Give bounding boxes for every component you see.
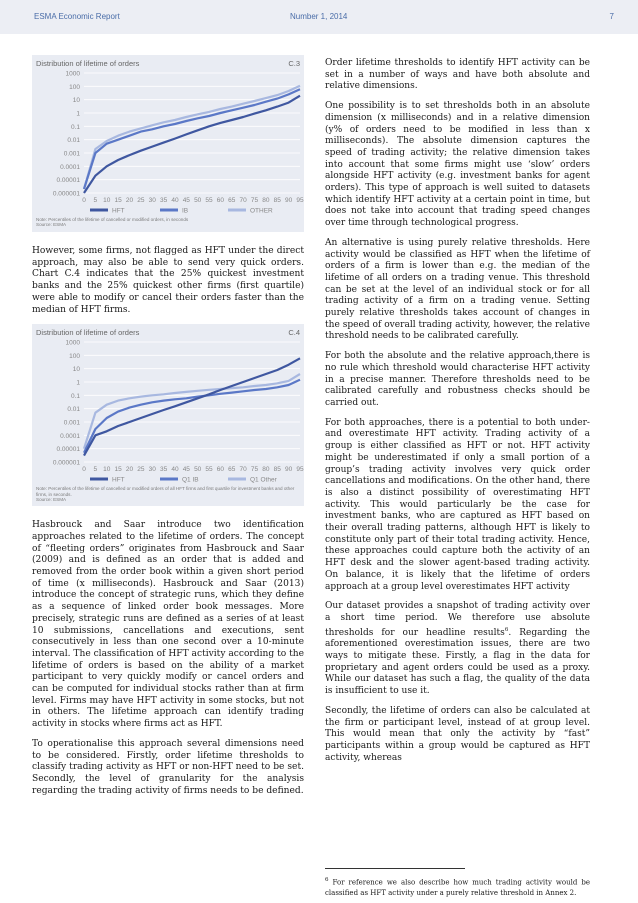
legend-label: Q1 IB [182, 476, 199, 484]
chart-source: Source: ESMA [36, 222, 67, 228]
series-line-ib [84, 89, 300, 189]
x-tick-label: 15 [114, 197, 122, 204]
legend-label: HFT [112, 476, 125, 484]
series-line-hft [84, 96, 300, 193]
x-tick-label: 45 [182, 197, 190, 204]
y-tick-label: 1000 [65, 339, 80, 347]
x-tick-label: 45 [182, 466, 190, 474]
y-tick-label: 0.000001 [52, 459, 80, 467]
paragraph: Order lifetime thresholds to identify HFT activity can be set in a number of ways and have both absolute and relative dimensions. [325, 58, 590, 92]
footnote [325, 875, 590, 898]
x-tick-label: 55 [205, 197, 213, 204]
x-tick-label: 65 [228, 466, 236, 474]
x-tick-label: 15 [114, 466, 122, 474]
chart-note: Note: Percentiles of the lifetime of cancelled or modified orders of all HFT firms and first quartile for investment banks and other firms, in seconds. [36, 486, 295, 497]
x-tick-label: 50 [194, 197, 202, 204]
x-tick-label: 90 [285, 197, 293, 204]
y-tick-label: 0.0001 [60, 163, 80, 171]
legend-label: HFT [112, 207, 125, 215]
x-tick-label: 70 [239, 466, 247, 474]
paragraph: Hasbrouck and Saar introduce two identification approaches related to the lifetime of orders. The concept of “fleeting orders” originates from Hasbrouck and Saar (2009) and is defined as an order that is added and removed from the order book within a given short period of time (x milliseconds). Hasbrouck and Saar (2013) introduce the concept of strategic runs, which they define as a sequence of linked order book messages. More precisely, strategic runs are defined as a series of at least 10 submissions, cancellations and executions, sent consecutively in less than one second over a 10-minute interval. The classification of HFT activity according to the lifetime of orders is based on the ability of a market participant to very quickly modify or cancel orders and can be computed for individual stocks rather than at firm level. Firms may have HFT activity in some stocks, but not in others. The lifetime approach can identify trading activity in stocks where firms act as HFT. [32, 520, 304, 730]
paragraph: For both approaches, there is a potential to both under- and overestimate HFT activity. Trading activity of a group is either classified as HFT or not. HFT activity might be underestimated if only a small portion of a group’s trading activity involves very quick order cancellations and modifications. On the other hand, there is also a distinct possibility of overestimating HFT activity. This would particularly be the case for investment banks, who are captured as HFT based on their overall trading patterns, although HFT is likely to constitute only part of their total trading activity. Hence, these approaches could capture both the activity of an HFT desk and the slower agent-based trading activity. On balance, it is likely that the lifetime of orders approach at a group level overestimates HFT activity [325, 417, 590, 592]
paragraph: To operationalise this approach several dimensions need to be considered. Firstly, order lifetime thresholds to classify trading activity as HFT or non-HFT need to be set. Secondly, the level of granularity for the analysis regarding the trading activity of firms needs to be defined. [32, 738, 304, 796]
x-tick-label: 5 [93, 197, 98, 204]
x-tick-label: 75 [250, 197, 259, 204]
x-tick-label: 60 [216, 197, 225, 204]
x-tick-label: 30 [148, 197, 156, 204]
x-tick-label: 40 [171, 466, 179, 474]
chart-title: Distribution of lifetime of orders [36, 328, 140, 338]
legend-label: OTHER [250, 207, 273, 215]
left-column [32, 55, 304, 805]
x-tick-label: 25 [137, 197, 145, 204]
chart-note: Note: Percentiles of the lifetime of cancelled or modified orders, in seconds [36, 217, 189, 222]
x-tick-label: 0 [82, 466, 86, 474]
right-column [325, 58, 590, 899]
paragraph-text: . Regarding the aforementioned overestimation issues, there are two ways to mitigate these. Firstly, a flag in the data for proprietary and agent orders could be used as a proxy. While our dataset has such a flag, the quality of the data is insufficient to use it. [325, 627, 591, 697]
chart-c4 [32, 324, 304, 506]
x-tick-label: 55 [205, 466, 213, 474]
paragraph: Secondly, the lifetime of orders can also be calculated at the firm or participant level, instead of at group level. This would mean that only the activity by “fast” participants within a group would be captured as HFT activity, whereas [325, 705, 590, 763]
footnote-divider [325, 868, 465, 869]
x-tick-label: 95 [296, 197, 304, 204]
issue-number: Number 1, 2014 [290, 12, 348, 21]
chart-plot [32, 336, 304, 486]
x-tick-label: 40 [171, 197, 179, 204]
y-tick-label: 0.01 [67, 406, 80, 414]
y-tick-label: 0.000001 [52, 190, 80, 198]
y-tick-label: 0.1 [70, 123, 80, 131]
x-tick-label: 25 [137, 466, 145, 474]
x-tick-label: 35 [159, 197, 168, 204]
x-tick-label: 20 [125, 466, 134, 474]
x-tick-label: 80 [262, 197, 270, 204]
footnote-number: 6 [325, 877, 329, 884]
y-tick-label: 1 [76, 110, 80, 118]
y-tick-label: 100 [69, 353, 80, 361]
x-tick-label: 70 [239, 197, 247, 204]
x-tick-label: 35 [159, 466, 168, 474]
y-tick-label: 10 [72, 97, 80, 105]
y-tick-label: 0.01 [67, 137, 80, 145]
x-tick-label: 10 [103, 466, 111, 474]
y-tick-label: 0.001 [63, 150, 80, 158]
y-tick-label: 0.00001 [56, 446, 80, 454]
x-tick-label: 85 [273, 466, 281, 474]
x-tick-label: 10 [103, 197, 111, 204]
y-tick-label: 0.0001 [60, 433, 80, 441]
x-tick-label: 0 [82, 197, 86, 204]
page-header [0, 0, 638, 34]
x-tick-label: 75 [250, 466, 259, 474]
legend-label: IB [182, 207, 189, 215]
y-tick-label: 0.001 [63, 419, 80, 427]
report-name: ESMA Economic Report [34, 12, 120, 21]
x-tick-label: 95 [296, 466, 304, 474]
footnote-ref[interactable]: 6 [504, 626, 509, 633]
chart-id: C.4 [288, 328, 300, 338]
chart-plot [32, 67, 304, 217]
paragraph [325, 601, 590, 698]
x-tick-label: 80 [262, 466, 270, 474]
chart-source: Source: ESMA [36, 497, 67, 503]
y-tick-label: 0.00001 [56, 177, 80, 185]
footnote-text: For reference we also describe how much trading activity would be classified as HFT activity under a purely relative threshold in Annex 2. [325, 878, 590, 898]
paragraph-text: Our dataset provides a snapshot of trading activity over a short time period. We therefore use absolute thresholds for our headline results [325, 601, 590, 638]
y-tick-label: 1 [76, 379, 80, 387]
legend-label: Q1 Other [250, 476, 277, 484]
y-tick-label: 100 [69, 83, 80, 91]
y-tick-label: 0.1 [70, 393, 80, 401]
chart-title: Distribution of lifetime of orders [36, 59, 140, 68]
paragraph: For both the absolute and the relative approach,there is no rule which threshold would characterise HFT activity in a precise manner. Therefore thresholds need to be calibrated carefully and robustness checks should be carried out. [325, 351, 590, 408]
x-tick-label: 20 [125, 197, 134, 204]
paragraph: However, some firms, not flagged as HFT under the direct approach, may also be able to send very quick orders. Chart C.4 indicates that the 25% quickest investment banks and the 25% quickest other firms (first quartile) were able to modify or cancel their orders faster than the median of HFT firms. [32, 246, 304, 315]
chart-id: C.3 [288, 59, 300, 68]
paragraph: An alternative is using purely relative thresholds. Here activity would be classified as HFT when the lifetime of orders of a firm is lower than e.g. the median of the lifetime of all orders on a trading venue. This threshold can be set at the level of an individual stock or for all trading activity of a firm on a trading venue. Setting purely relative thresholds takes account of changes in the speed of overall trading activity, however, the relative threshold needs to be calibrated carefully. [325, 237, 590, 342]
x-tick-label: 5 [93, 466, 98, 474]
x-tick-label: 85 [273, 197, 281, 204]
page-number: 7 [609, 12, 614, 21]
y-tick-label: 10 [72, 366, 80, 374]
x-tick-label: 30 [148, 466, 156, 474]
y-tick-label: 1000 [65, 70, 80, 78]
chart-c3 [32, 55, 304, 232]
x-tick-label: 90 [285, 466, 293, 474]
x-tick-label: 65 [228, 197, 236, 204]
paragraph: One possibility is to set thresholds both in an absolute dimension (x milliseconds) and in a relative dimension (y% of orders need to be modified in less than x milliseconds). The absolute dimension captures the speed of trading activity; the relative dimension takes into account that some firms might use ‘slow’ orders alongside HFT activity (e.g. investment banks for agent orders). This type of approach is well suited to datasets which identify HFT activity at a certain point in time, but does not take into account that trading speed changes over time through technological progress. [325, 101, 590, 229]
x-tick-label: 50 [194, 466, 202, 474]
x-tick-label: 60 [216, 466, 225, 474]
series-line-hft [84, 359, 300, 456]
